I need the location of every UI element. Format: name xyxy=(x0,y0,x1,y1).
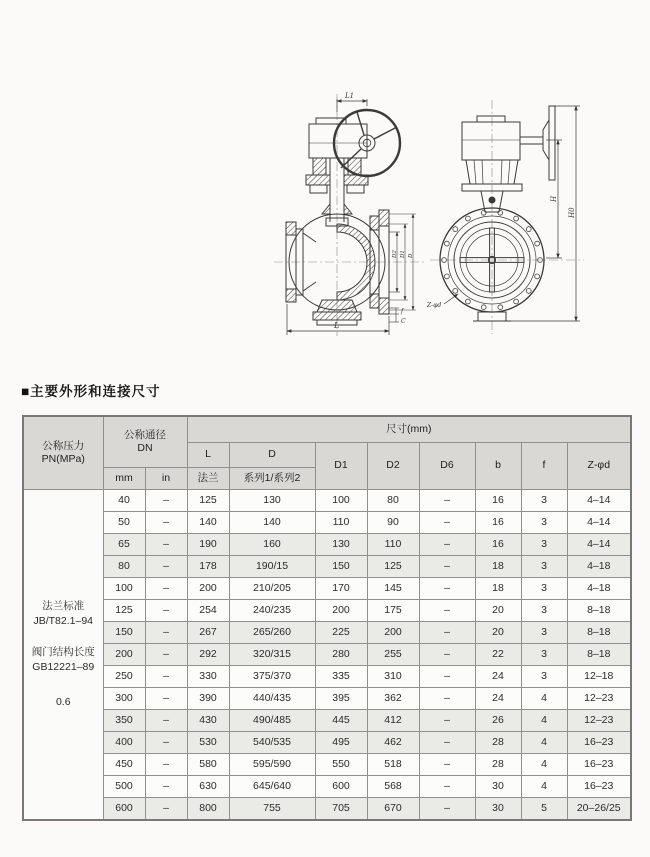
table-row xyxy=(23,754,631,776)
table-cell: 20–26/25 xyxy=(567,798,631,821)
table-cell: 3 xyxy=(521,490,567,512)
table-cell: 150 xyxy=(315,556,367,578)
standards-stub-cell xyxy=(23,490,103,821)
table-cell: 800 xyxy=(187,798,229,821)
table-cell: 4 xyxy=(521,776,567,798)
valve-front-view xyxy=(274,92,424,336)
table-cell: 3 xyxy=(521,644,567,666)
header-d-sub: 系列1/系列2 xyxy=(229,468,315,490)
table-cell: 3 xyxy=(521,578,567,600)
table-cell: – xyxy=(419,776,475,798)
table-cell: 175 xyxy=(367,600,419,622)
table-cell: 450 xyxy=(103,754,145,776)
header-d xyxy=(229,443,315,468)
table-cell: 445 xyxy=(315,710,367,732)
table-cell: 4 xyxy=(521,754,567,776)
table-cell: 125 xyxy=(103,600,145,622)
table-cell: 530 xyxy=(187,732,229,754)
table-cell: 4–18 xyxy=(567,556,631,578)
table-cell: 350 xyxy=(103,710,145,732)
standards-stub-line: 0.6 xyxy=(55,696,71,708)
header-dn-line1: 公称通径 xyxy=(124,428,166,441)
header-d6: D6 xyxy=(419,443,475,490)
table-cell: 3 xyxy=(521,534,567,556)
table-cell: 50 xyxy=(103,512,145,534)
header-dn xyxy=(103,416,187,468)
table-cell: 292 xyxy=(187,644,229,666)
table-cell: – xyxy=(419,600,475,622)
table-row xyxy=(23,776,631,798)
table-cell: 40 xyxy=(103,490,145,512)
table-cell: – xyxy=(419,644,475,666)
table-cell: 4–14 xyxy=(567,512,631,534)
table-cell: 18 xyxy=(475,578,521,600)
dim-label-c: C xyxy=(401,318,406,325)
dimensions-table xyxy=(22,415,632,821)
table-cell: 3 xyxy=(521,556,567,578)
table-cell: 4 xyxy=(521,710,567,732)
header-pressure-line2: PN(MPa) xyxy=(41,453,85,465)
table-cell: 430 xyxy=(187,710,229,732)
table-cell: 140 xyxy=(229,512,315,534)
table-cell: 8–18 xyxy=(567,600,631,622)
table-cell: 300 xyxy=(103,688,145,710)
header-d2: D2 xyxy=(367,443,419,490)
table-cell: 3 xyxy=(521,622,567,644)
standards-stub-line: 法兰标准 xyxy=(42,600,85,612)
table-cell: 210/205 xyxy=(229,578,315,600)
table-cell: 4 xyxy=(521,732,567,754)
table-cell: 160 xyxy=(229,534,315,556)
table-cell: 440/435 xyxy=(229,688,315,710)
dim-label-h0: H0 xyxy=(568,207,576,218)
table-cell: 80 xyxy=(367,490,419,512)
table-cell: – xyxy=(145,644,187,666)
table-row xyxy=(23,710,631,732)
table-cell: 90 xyxy=(367,512,419,534)
table-cell: 600 xyxy=(103,798,145,821)
table-cell: 755 xyxy=(229,798,315,821)
table-cell: 150 xyxy=(103,622,145,644)
table-cell: 362 xyxy=(367,688,419,710)
table-cell: 16–23 xyxy=(567,776,631,798)
table-cell: – xyxy=(419,578,475,600)
table-cell: – xyxy=(419,666,475,688)
table-cell: – xyxy=(145,754,187,776)
table-cell: 8–18 xyxy=(567,644,631,666)
valve-technical-drawing xyxy=(0,0,650,380)
table-cell: 80 xyxy=(103,556,145,578)
table-cell: – xyxy=(419,556,475,578)
table-cell: 500 xyxy=(103,776,145,798)
table-cell: 518 xyxy=(367,754,419,776)
standards-stub-line: 阀门结构长度 xyxy=(31,646,95,658)
table-cell: – xyxy=(419,754,475,776)
table-cell: – xyxy=(145,776,187,798)
table-cell: 400 xyxy=(103,732,145,754)
table-cell: 462 xyxy=(367,732,419,754)
table-cell: 178 xyxy=(187,556,229,578)
table-row xyxy=(23,534,631,556)
table-row xyxy=(23,798,631,821)
table-cell: 20 xyxy=(475,600,521,622)
table-header xyxy=(23,416,631,490)
table-cell: 395 xyxy=(315,688,367,710)
section-title-text: 主要外形和连接尺寸 xyxy=(30,384,161,399)
table-cell: 375/370 xyxy=(229,666,315,688)
standards-stub-line: GB12221–89 xyxy=(32,661,95,673)
table-cell: 330 xyxy=(187,666,229,688)
table-cell: 4–14 xyxy=(567,534,631,556)
table-cell: 16–23 xyxy=(567,732,631,754)
table-cell: – xyxy=(419,710,475,732)
table-row xyxy=(23,578,631,600)
handwheel-side-icon xyxy=(520,106,555,180)
table-cell: 550 xyxy=(315,754,367,776)
table-cell: – xyxy=(145,710,187,732)
table-cell: 28 xyxy=(475,754,521,776)
table-cell: 3 xyxy=(521,666,567,688)
dim-label-z-phi-d: Z-φd xyxy=(427,302,442,309)
table-cell: 130 xyxy=(229,490,315,512)
table-cell: 4–14 xyxy=(567,490,631,512)
table-cell: – xyxy=(145,666,187,688)
table-cell: 3 xyxy=(521,600,567,622)
table-cell: 600 xyxy=(315,776,367,798)
table-cell: 250 xyxy=(103,666,145,688)
table-cell: 24 xyxy=(475,688,521,710)
table-row xyxy=(23,490,631,512)
table-cell: 190/15 xyxy=(229,556,315,578)
header-pressure xyxy=(23,416,103,490)
header-l-sub: 法兰 xyxy=(187,468,229,490)
table-cell: 125 xyxy=(187,490,229,512)
table-cell: 28 xyxy=(475,732,521,754)
table-cell: 16 xyxy=(475,490,521,512)
table-cell: – xyxy=(145,534,187,556)
table-cell: 335 xyxy=(315,666,367,688)
table-cell: 12–23 xyxy=(567,710,631,732)
table-cell: – xyxy=(145,732,187,754)
dim-label-d1: D1 xyxy=(400,250,406,258)
table-cell: 110 xyxy=(315,512,367,534)
valve-side-view xyxy=(426,100,584,334)
table-cell: 320/315 xyxy=(229,644,315,666)
table-cell: 16 xyxy=(475,534,521,556)
table-cell: – xyxy=(145,578,187,600)
table-cell: 30 xyxy=(475,798,521,821)
table-cell: 170 xyxy=(315,578,367,600)
header-b: b xyxy=(475,443,521,490)
table-body xyxy=(23,490,631,821)
section-title-marker: ■ xyxy=(21,384,31,399)
table-cell: 310 xyxy=(367,666,419,688)
table-cell: 225 xyxy=(315,622,367,644)
table-cell: – xyxy=(145,798,187,821)
table-cell: – xyxy=(145,688,187,710)
table-cell: 16 xyxy=(475,512,521,534)
table-cell: 200 xyxy=(187,578,229,600)
table-cell: 280 xyxy=(315,644,367,666)
table-cell: 18 xyxy=(475,556,521,578)
table-cell: 390 xyxy=(187,688,229,710)
table-cell: 490/485 xyxy=(229,710,315,732)
table-cell: – xyxy=(419,512,475,534)
table-cell: 24 xyxy=(475,666,521,688)
table-cell: 22 xyxy=(475,644,521,666)
table-cell: 568 xyxy=(367,776,419,798)
table-cell: – xyxy=(145,600,187,622)
standards-stub-line: JB/T82.1–94 xyxy=(33,615,94,627)
table-cell: 4–18 xyxy=(567,578,631,600)
section-title xyxy=(21,380,161,400)
table-cell: 12–23 xyxy=(567,688,631,710)
table-cell: – xyxy=(419,490,475,512)
table-cell: 540/535 xyxy=(229,732,315,754)
header-pressure-line1: 公称压力 xyxy=(42,439,85,452)
table-cell: 495 xyxy=(315,732,367,754)
table-cell: – xyxy=(145,512,187,534)
table-cell: 630 xyxy=(187,776,229,798)
header-f: f xyxy=(521,443,567,490)
dim-label-h: H xyxy=(550,195,558,202)
table-cell: 190 xyxy=(187,534,229,556)
table-cell: 4 xyxy=(521,688,567,710)
table-cell: 595/590 xyxy=(229,754,315,776)
header-z-phi-d: Z-φd xyxy=(567,443,631,490)
table-row xyxy=(23,512,631,534)
table-row xyxy=(23,666,631,688)
table-cell: 110 xyxy=(367,534,419,556)
dim-label-d: D xyxy=(408,253,414,258)
table-cell: – xyxy=(419,534,475,556)
table-row xyxy=(23,622,631,644)
header-dn-in: in xyxy=(145,468,187,490)
dim-label-l1: L1 xyxy=(345,92,355,100)
table-cell: 30 xyxy=(475,776,521,798)
table-cell: – xyxy=(419,622,475,644)
table-cell: – xyxy=(419,798,475,821)
header-dn-line2: DN xyxy=(137,442,153,454)
table-cell: 5 xyxy=(521,798,567,821)
table-cell: – xyxy=(419,688,475,710)
table-cell: 240/235 xyxy=(229,600,315,622)
header-dn-mm: mm xyxy=(103,468,145,490)
table-cell: 412 xyxy=(367,710,419,732)
table-cell: 8–18 xyxy=(567,622,631,644)
table-cell: 3 xyxy=(521,512,567,534)
table-cell: 26 xyxy=(475,710,521,732)
table-cell: 254 xyxy=(187,600,229,622)
table-row xyxy=(23,600,631,622)
table-cell: 200 xyxy=(367,622,419,644)
table-cell: 130 xyxy=(315,534,367,556)
table-cell: 20 xyxy=(475,622,521,644)
dim-label-f: f xyxy=(401,308,404,315)
table-cell: 580 xyxy=(187,754,229,776)
table-cell: 100 xyxy=(315,490,367,512)
table-row xyxy=(23,688,631,710)
table-row xyxy=(23,644,631,666)
table-row xyxy=(23,556,631,578)
table-cell: 255 xyxy=(367,644,419,666)
table-cell: 705 xyxy=(315,798,367,821)
header-size-group: 尺寸(mm) xyxy=(187,416,631,443)
table-cell: 265/260 xyxy=(229,622,315,644)
table-cell: 200 xyxy=(315,600,367,622)
dim-label-l: L xyxy=(334,321,340,330)
table-cell: 125 xyxy=(367,556,419,578)
header-l: L xyxy=(187,443,229,468)
table-cell: 16–23 xyxy=(567,754,631,776)
table-cell: 670 xyxy=(367,798,419,821)
table-cell: – xyxy=(145,490,187,512)
table-cell: – xyxy=(145,556,187,578)
table-cell: 140 xyxy=(187,512,229,534)
table-cell: – xyxy=(419,732,475,754)
table-cell: 145 xyxy=(367,578,419,600)
table-cell: – xyxy=(145,622,187,644)
table-cell: 267 xyxy=(187,622,229,644)
header-d1: D1 xyxy=(315,443,367,490)
table-cell: 12–18 xyxy=(567,666,631,688)
table-row xyxy=(23,732,631,754)
table-cell: 200 xyxy=(103,644,145,666)
table-cell: 65 xyxy=(103,534,145,556)
header-d-line1: D xyxy=(268,448,276,461)
table-cell: 645/640 xyxy=(229,776,315,798)
dim-label-d2: D2 xyxy=(392,250,398,258)
table-cell: 100 xyxy=(103,578,145,600)
